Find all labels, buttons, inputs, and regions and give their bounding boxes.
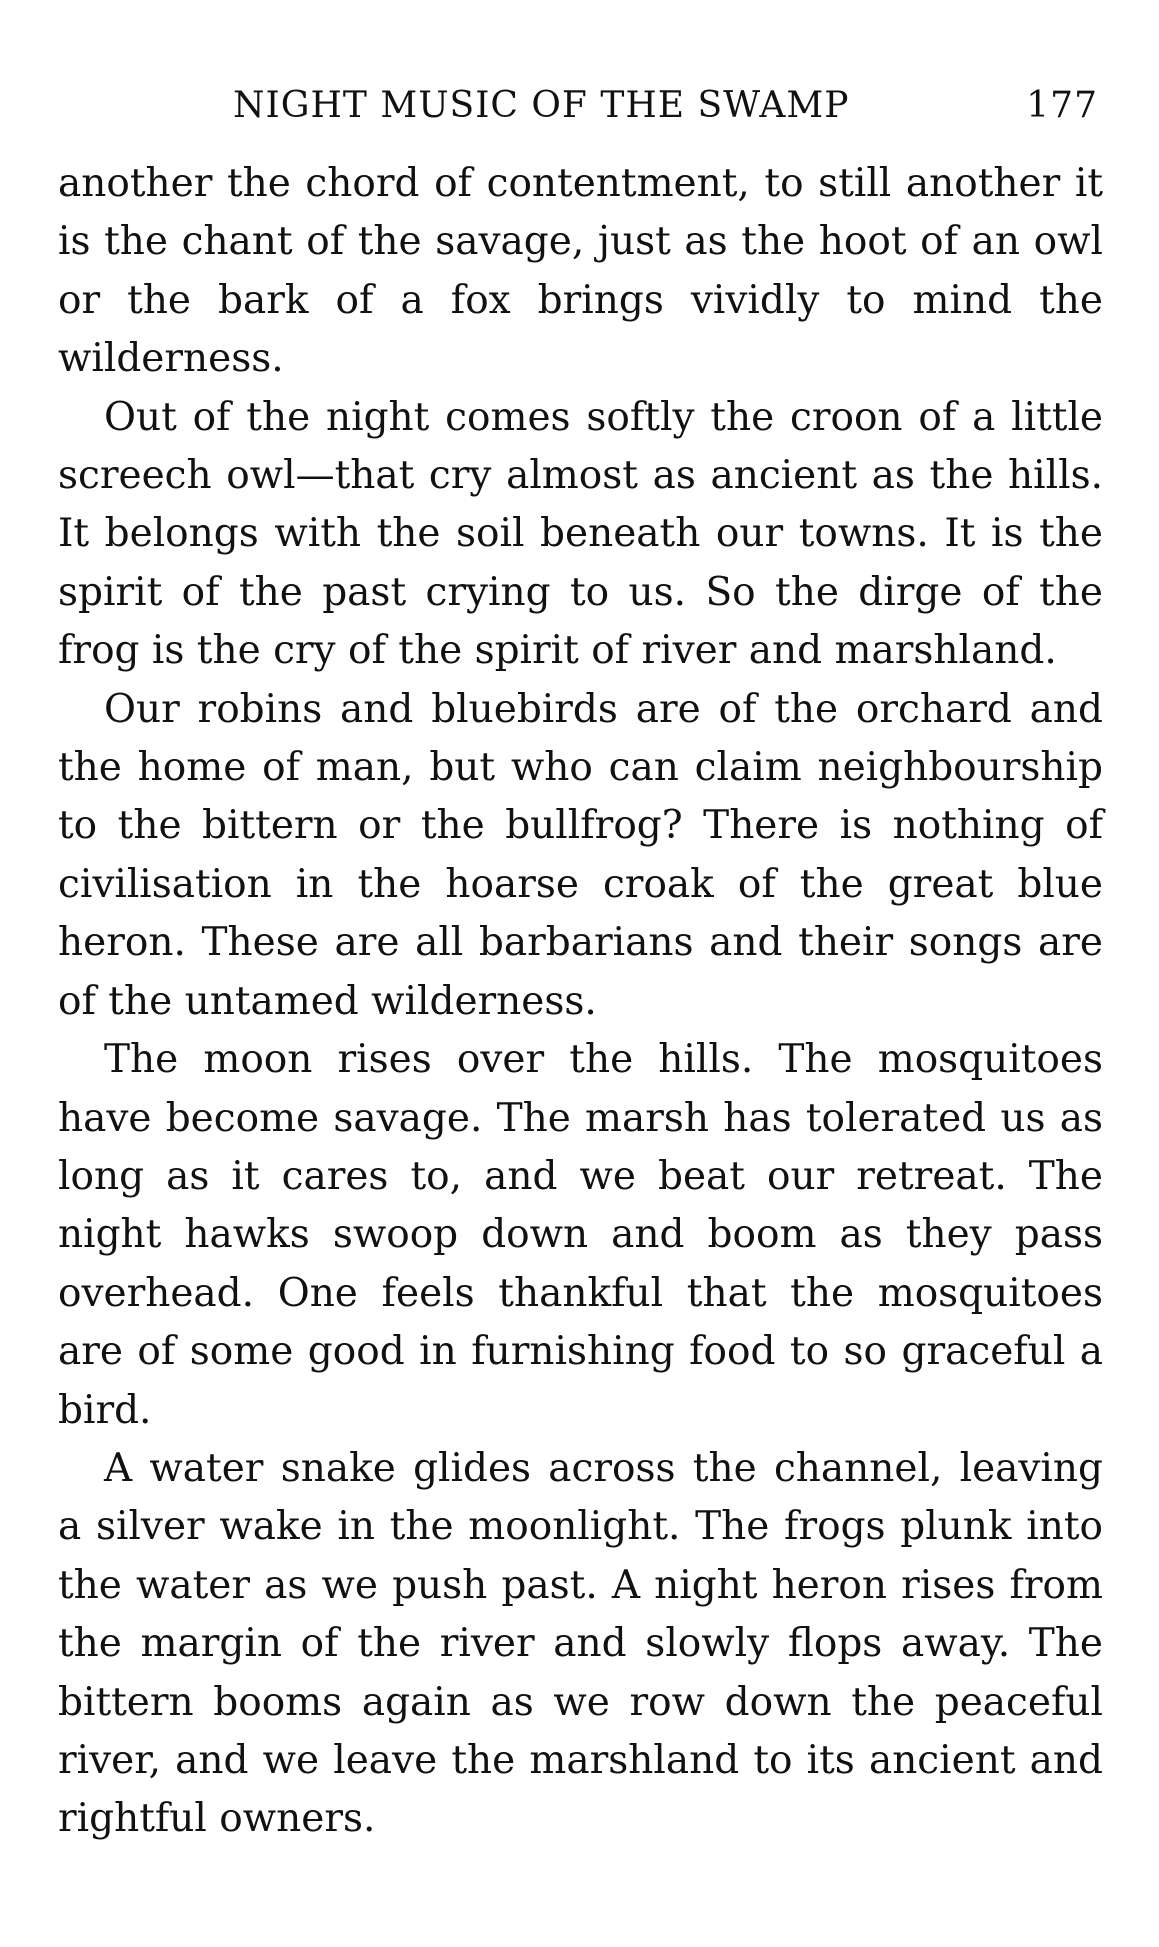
page-number: 177 [1026, 85, 1098, 126]
body-text [58, 155, 1103, 1849]
paragraph-robins-bluebirds: Our robins and bluebirds are of the orchard and the home of man, but who can claim neighbourship to the bittern or the bullfrog? There is nothing of civilisation in the hoarse croak of the great blue heron. These are all barbarians and their songs are of the untamed wilderness. [58, 686, 1103, 1024]
page-header [58, 82, 1098, 130]
running-head: NIGHT MUSIC OF THE SWAMP [233, 85, 850, 126]
paragraph-water-snake: A water snake glides across the channel, leaving a silver wake in the moonlight. The frogs plunk into the water as we push past. A night heron rises from the margin of the river and slowly flops away. The bittern booms again as we row down the peaceful river, and we leave the marshland to its ancient and rightful owners. [58, 1445, 1103, 1842]
paragraph-screech-owl: Out of the night comes softly the croon of a little screech owl—that cry almost as ancient as the hills. It belongs with the soil beneath our towns. It is the spirit of the past crying to us. So the dirge of the frog is the cry of the spirit of river and marshland. [58, 394, 1103, 674]
paragraph-moon-rises: The moon rises over the hills. The mosquitoes have become savage. The marsh has tolerated us as long as it cares to, and we beat our retreat. The night hawks swoop down and boom as they pass overhead. One feels thankful that the mosquitoes are of some good in furnishing food to so graceful a bird. [58, 1037, 1103, 1433]
paragraph-continuation: another the chord of contentment, to still another it is the chant of the savage, just as the hoot of an owl or the bark of a fox brings vividly to mind the wilderness. [58, 161, 1103, 382]
